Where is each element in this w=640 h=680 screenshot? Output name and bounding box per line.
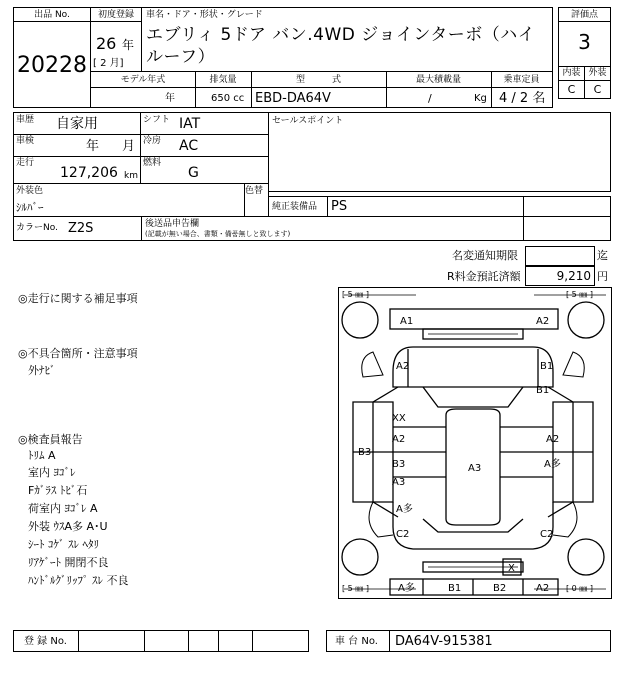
- inspector-item: Fｶﾞﾗｽ ﾄﾋﾞ石: [28, 484, 88, 497]
- spec-row: [90, 71, 553, 108]
- damage-code: A2: [396, 361, 410, 372]
- car-name: エブリィ 5ドア バン.4WD ジョインターボ（ハイルーフ）: [146, 25, 536, 67]
- damage-code: A3: [392, 477, 406, 488]
- first-registration-box: [90, 7, 142, 72]
- car-name-box: [141, 7, 553, 72]
- damage-code: B1: [536, 385, 550, 396]
- damage-code: B1: [540, 361, 554, 372]
- front-right-tire: [568, 302, 604, 338]
- exterior-label: 外装: [588, 68, 607, 78]
- recycle-value: 9,210: [556, 269, 591, 283]
- inspector-item: ﾄﾘﾑ A: [28, 449, 56, 462]
- displacement-label: 排気量: [209, 75, 237, 85]
- history-label: 車歴: [16, 115, 35, 125]
- tire-rear-left-depth: [ 5 ㎜ ]: [342, 584, 369, 593]
- chassis-number-label: 車 台 No.: [335, 636, 378, 647]
- damage-code: B3: [392, 459, 406, 470]
- aftermarket-label: 後送品申告欄: [145, 219, 200, 229]
- damage-code: A2: [546, 434, 560, 445]
- tire-front-left-depth: [ 5 ㎜ ]: [342, 290, 369, 299]
- title-change-unit: 迄: [597, 249, 608, 262]
- damage-code: A2: [536, 316, 550, 327]
- recycle-box: [525, 266, 595, 286]
- capacity-label: 乗車定員: [503, 75, 540, 85]
- damage-code: A1: [400, 316, 414, 327]
- type-label: 型 式: [295, 75, 341, 85]
- color-number-box: [13, 216, 611, 241]
- equipment-box: [268, 196, 611, 217]
- inspector-item: 荷室内 ﾖｺﾞﾚ A: [28, 502, 98, 515]
- history-value: 自家用: [56, 116, 98, 132]
- inspection-month-unit: 月: [122, 139, 136, 154]
- damage-code: B3: [358, 447, 372, 458]
- damage-code: A多: [396, 504, 413, 515]
- registration-year-unit: 年: [122, 38, 135, 52]
- chassis-number-value: DA64V-915381: [395, 634, 493, 649]
- registration-number-label: 登 録 No.: [24, 636, 67, 647]
- sales-point-label: セールスポイント: [272, 116, 344, 126]
- tire-rear-right-depth: [ 0 ㎜ ]: [566, 584, 593, 593]
- title-change-box: [525, 246, 595, 266]
- first-registration-label: 初度登録: [97, 10, 134, 20]
- damage-code: A多: [544, 459, 561, 470]
- registration-month: [ 2 月]: [93, 58, 124, 69]
- registration-number-box: [13, 630, 309, 652]
- exterior-color-value: ｼﾙﾊﾞｰ: [16, 201, 44, 214]
- title-change-label: 名変通知期限: [452, 249, 518, 262]
- max-load-separator: /: [428, 92, 432, 105]
- damage-code: A2: [536, 583, 550, 594]
- damage-code: A多: [398, 583, 415, 594]
- inspection-year-unit: 年: [86, 139, 100, 154]
- evaluation-label: 評価点: [570, 10, 598, 20]
- inspector-item: ﾊﾝﾄﾞﾙｸﾞﾘｯﾌﾟ ｽﾚ 不良: [28, 574, 129, 587]
- driving-notes-heading: ◎走行に関する補足事項: [18, 292, 138, 305]
- chassis-number-box: [326, 630, 611, 652]
- shift-label: シフト: [143, 115, 171, 125]
- damage-code: A3: [468, 463, 482, 474]
- displacement-value: 650 cc: [211, 93, 245, 104]
- equipment-value: PS: [331, 199, 348, 214]
- shift-value: IAT: [179, 116, 201, 132]
- inspector-item: ｼｰﾄ ｺｹﾞ ｽﾚ ﾍﾀﾘ: [28, 538, 99, 551]
- interior-label: 内装: [562, 68, 581, 78]
- inspector-item: ﾘｱｹﾞｰﾄ 開閉不良: [28, 556, 109, 569]
- ac-label: 冷房: [143, 136, 162, 146]
- lot-number-box: [13, 7, 91, 108]
- mileage-value: 127,206: [60, 165, 118, 181]
- lot-number-label: 出品 No.: [34, 10, 70, 20]
- damage-code: X: [508, 563, 515, 574]
- recycle-label: R料金預託済額: [447, 270, 521, 283]
- fuel-value: G: [188, 165, 199, 181]
- evaluation-box: [558, 7, 611, 99]
- color-number-value: Z2S: [68, 221, 94, 236]
- front-left-tire: [342, 302, 378, 338]
- exterior-grade: C: [593, 83, 602, 96]
- evaluation-score: 3: [578, 30, 591, 54]
- color-number-label: カラーNo.: [16, 223, 58, 233]
- exterior-color-box: [13, 183, 269, 217]
- max-load-unit: Kg: [474, 93, 487, 104]
- lot-number: 20228: [17, 53, 87, 78]
- max-load-label: 最大積載量: [415, 75, 461, 85]
- inspection-label: 車検: [16, 136, 35, 146]
- inspector-item: 外装 ｳｽA多 A･U: [28, 520, 108, 533]
- rear-bumper: [390, 579, 558, 595]
- capacity-value: 4 / 2 名: [499, 91, 546, 106]
- aftermarket-note: (記載が無い場合、書類・備품無しと致します): [145, 230, 291, 238]
- car-damage-diagram: [338, 287, 613, 600]
- defect-notes-heading: ◎不具合箇所・注意事項: [18, 347, 138, 360]
- inspector-notes-heading: ◎検査員報告: [18, 433, 83, 446]
- history-block: [13, 112, 269, 184]
- tire-front-right-depth: [ 5 ㎜ ]: [566, 290, 593, 299]
- equipment-label: 純正装備品: [272, 202, 318, 212]
- windshield: [423, 387, 523, 407]
- damage-code: C2: [396, 529, 410, 540]
- color-change-label: 色替: [245, 186, 264, 196]
- recycle-unit: 円: [597, 270, 608, 283]
- car-name-label: 車名・ドア・形状・グレード: [146, 10, 263, 20]
- damage-code: A2: [392, 434, 406, 445]
- fuel-label: 燃料: [143, 158, 162, 168]
- front-body: [393, 347, 553, 387]
- rear-left-tire: [342, 539, 378, 575]
- inspector-item: 室内 ﾖｺﾞﾚ: [28, 466, 76, 479]
- model-year-unit: 年: [165, 93, 175, 104]
- mileage-label: 走行: [16, 158, 35, 168]
- interior-grade: C: [567, 83, 576, 96]
- model-year-label: モデル年式: [120, 75, 166, 85]
- damage-code: B2: [493, 583, 507, 594]
- model-code: EBD-DA64V: [255, 91, 331, 106]
- mileage-unit: km: [124, 171, 138, 181]
- damage-code: XX: [392, 413, 406, 424]
- rear-right-tire: [568, 539, 604, 575]
- front-bumper: [390, 309, 558, 329]
- exterior-color-label: 外装色: [16, 186, 44, 196]
- defect-item: 外ﾅﾋﾞ: [28, 364, 56, 377]
- damage-code: C2: [540, 529, 554, 540]
- damage-code: B1: [448, 583, 462, 594]
- ac-value: AC: [179, 138, 199, 154]
- registration-year: 26: [96, 34, 117, 53]
- sales-point-box: [268, 112, 611, 192]
